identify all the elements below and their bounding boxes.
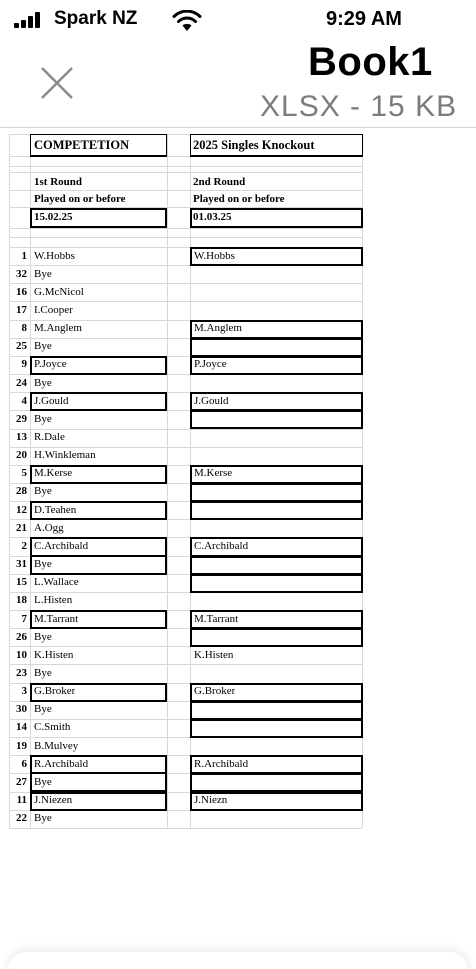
round2-match-box bbox=[190, 338, 363, 357]
round1-played-label: Played on or before bbox=[34, 193, 126, 205]
round1-player-cell[interactable]: Bye bbox=[34, 775, 52, 788]
grid-row-line bbox=[9, 828, 362, 829]
round1-player-cell[interactable]: G.McNicol bbox=[34, 285, 84, 298]
round2-match-box bbox=[190, 247, 363, 266]
seed-number: 11 bbox=[16, 794, 27, 806]
round2-match-box bbox=[190, 792, 363, 811]
round1-player-cell[interactable]: H.Winkleman bbox=[34, 449, 96, 462]
round2-player-cell[interactable]: C.Archibald bbox=[194, 539, 249, 552]
round2-played-label: Played on or before bbox=[193, 193, 285, 205]
round1-player-cell[interactable]: Bye bbox=[34, 666, 52, 679]
round2-match-box bbox=[190, 610, 363, 629]
round2-match-box bbox=[190, 628, 363, 647]
competition-name-cell bbox=[190, 134, 363, 157]
round2-match-box bbox=[190, 410, 363, 429]
seed-number: 12 bbox=[16, 503, 27, 516]
round1-player-cell[interactable]: Bye bbox=[34, 485, 52, 498]
seed-number: 29 bbox=[16, 412, 27, 425]
round1-player-cell[interactable]: P.Joyce bbox=[34, 358, 67, 371]
round2-match-box bbox=[190, 356, 363, 375]
seed-number: 21 bbox=[16, 521, 27, 534]
seed-number: 14 bbox=[16, 721, 27, 734]
close-icon[interactable] bbox=[36, 62, 78, 104]
round1-match-box bbox=[30, 465, 167, 484]
bottom-action-sheet[interactable] bbox=[8, 952, 468, 969]
seed-number: 6 bbox=[21, 757, 27, 770]
seed-number: 5 bbox=[21, 467, 27, 480]
seed-number: 28 bbox=[16, 485, 27, 498]
round1-date-cell bbox=[30, 208, 167, 228]
round2-player-cell[interactable]: J.Niezn bbox=[194, 794, 228, 806]
seed-number: 24 bbox=[16, 376, 27, 389]
grid-row-line bbox=[9, 664, 362, 665]
round2-match-box bbox=[190, 392, 363, 411]
spreadsheet-preview[interactable] bbox=[0, 134, 476, 844]
document-title: Book1 bbox=[308, 40, 433, 84]
round1-match-box bbox=[30, 773, 167, 792]
round1-match-box bbox=[30, 792, 167, 811]
header-divider bbox=[0, 127, 476, 128]
grid-row-line bbox=[9, 237, 362, 238]
status-bar bbox=[0, 0, 476, 40]
round2-match-box bbox=[190, 320, 363, 339]
seed-number: 27 bbox=[16, 775, 27, 788]
round2-player-cell[interactable]: K.Histen bbox=[194, 648, 234, 661]
round1-player-cell[interactable]: L.Histen bbox=[34, 594, 73, 607]
seed-number: 8 bbox=[21, 322, 27, 335]
round2-date: 01.03.25 bbox=[193, 211, 232, 223]
round1-match-box bbox=[30, 755, 167, 774]
round1-match-box bbox=[30, 537, 167, 556]
seed-number: 16 bbox=[16, 285, 27, 298]
round1-player-cell[interactable]: Bye bbox=[34, 340, 52, 353]
seed-number: 20 bbox=[16, 449, 27, 462]
seed-number: 25 bbox=[16, 340, 27, 353]
round1-match-box bbox=[30, 392, 167, 411]
competition-label: COMPETETION bbox=[34, 138, 130, 152]
round1-player-cell[interactable]: Bye bbox=[34, 630, 52, 643]
seed-number: 22 bbox=[16, 812, 27, 825]
round1-player-cell[interactable]: K.Histen bbox=[34, 648, 74, 661]
seed-number: 2 bbox=[21, 539, 27, 552]
round2-date-cell bbox=[190, 208, 363, 228]
round2-player-cell[interactable]: W.Hobbs bbox=[194, 249, 235, 262]
competition-name: 2025 Singles Knockout bbox=[193, 138, 315, 152]
round2-match-box bbox=[190, 683, 363, 702]
round2-player-cell[interactable]: M.Tarrant bbox=[194, 612, 239, 625]
seed-number: 30 bbox=[16, 703, 27, 716]
seed-number: 9 bbox=[21, 358, 27, 371]
grid-row-line bbox=[9, 172, 362, 173]
round2-match-box bbox=[190, 773, 363, 792]
round2-match-box bbox=[190, 719, 363, 738]
round1-player-cell[interactable]: Bye bbox=[34, 703, 52, 716]
seed-number: 4 bbox=[21, 394, 27, 407]
seed-number: 18 bbox=[16, 594, 27, 607]
seed-number: 13 bbox=[16, 431, 27, 443]
round1-player-cell[interactable]: M.Anglem bbox=[34, 322, 82, 335]
round2-match-box bbox=[190, 465, 363, 484]
round2-match-box bbox=[190, 556, 363, 575]
round1-match-box bbox=[30, 501, 167, 520]
seed-number: 32 bbox=[16, 267, 27, 280]
round2-match-box bbox=[190, 483, 363, 502]
round2-player-cell[interactable]: M.Anglem bbox=[194, 322, 242, 335]
round1-player-cell[interactable]: J.Niezen bbox=[34, 794, 73, 806]
round1-player-cell[interactable]: Bye bbox=[34, 812, 52, 825]
seed-number: 19 bbox=[16, 739, 27, 752]
round2-title: 2nd Round bbox=[193, 176, 246, 188]
round1-player-cell[interactable]: A.Ogg bbox=[34, 521, 64, 534]
seed-number: 23 bbox=[16, 666, 27, 679]
round2-match-box bbox=[190, 501, 363, 520]
round1-title: 1st Round bbox=[34, 176, 82, 188]
status-time: 9:29 AM bbox=[326, 8, 402, 30]
round2-player-cell[interactable]: M.Kerse bbox=[194, 467, 233, 480]
signal-icon bbox=[14, 12, 48, 28]
round1-match-box bbox=[30, 556, 167, 575]
round1-player-cell[interactable]: M.Kerse bbox=[34, 467, 73, 480]
round2-match-box bbox=[190, 701, 363, 720]
seed-number: 7 bbox=[21, 612, 27, 625]
seed-number: 1 bbox=[21, 249, 27, 262]
round2-player-cell[interactable]: J.Gould bbox=[194, 394, 229, 407]
round1-match-box bbox=[30, 610, 167, 629]
round1-player-cell[interactable]: Bye bbox=[34, 558, 52, 571]
seed-number: 15 bbox=[16, 576, 27, 589]
seed-number: 10 bbox=[16, 648, 27, 661]
seed-number: 26 bbox=[16, 630, 27, 643]
round2-player-cell[interactable]: R.Archibald bbox=[194, 757, 249, 770]
round1-player-cell[interactable]: B.Mulvey bbox=[34, 739, 79, 752]
round1-player-cell[interactable]: W.Hobbs bbox=[34, 249, 75, 262]
round1-player-cell[interactable]: D.Teahen bbox=[34, 503, 77, 516]
seed-number: 3 bbox=[21, 685, 27, 698]
round1-player-cell[interactable]: Bye bbox=[34, 376, 52, 389]
round1-player-cell[interactable]: Bye bbox=[34, 267, 52, 280]
round1-player-cell[interactable]: C.Archibald bbox=[34, 539, 89, 552]
round1-player-cell[interactable]: G.Broker bbox=[34, 685, 76, 698]
seed-number: 17 bbox=[16, 303, 27, 316]
round1-player-cell[interactable]: M.Tarrant bbox=[34, 612, 79, 625]
round1-match-box bbox=[30, 683, 167, 702]
grid-column-line bbox=[167, 134, 168, 828]
round1-player-cell[interactable]: C.Smith bbox=[34, 721, 71, 734]
round2-match-box bbox=[190, 755, 363, 774]
round1-player-cell[interactable]: L.Wallace bbox=[34, 576, 79, 589]
round2-match-box bbox=[190, 574, 363, 593]
round1-player-cell[interactable]: R.Archibald bbox=[34, 757, 89, 770]
round1-date: 15.02.25 bbox=[34, 211, 73, 223]
round1-player-cell[interactable]: J.Gould bbox=[34, 394, 69, 407]
round1-player-cell[interactable]: R.Dale bbox=[34, 431, 65, 443]
seed-number: 31 bbox=[16, 558, 27, 571]
round2-player-cell[interactable]: G.Broker bbox=[194, 685, 236, 698]
grid-row-line bbox=[9, 190, 362, 191]
wifi-icon bbox=[172, 10, 202, 32]
grid-row-line bbox=[9, 228, 362, 229]
competition-label-cell bbox=[30, 134, 167, 157]
document-subtitle: XLSX - 15 KB bbox=[260, 90, 458, 123]
round2-match-box bbox=[190, 537, 363, 556]
round1-player-cell[interactable]: I.Cooper bbox=[34, 303, 73, 316]
round2-player-cell[interactable]: P.Joyce bbox=[194, 358, 227, 371]
round1-player-cell[interactable]: Bye bbox=[34, 412, 52, 425]
grid-row-line bbox=[9, 166, 362, 167]
round1-match-box bbox=[30, 356, 167, 375]
carrier-name: Spark NZ bbox=[54, 8, 138, 29]
